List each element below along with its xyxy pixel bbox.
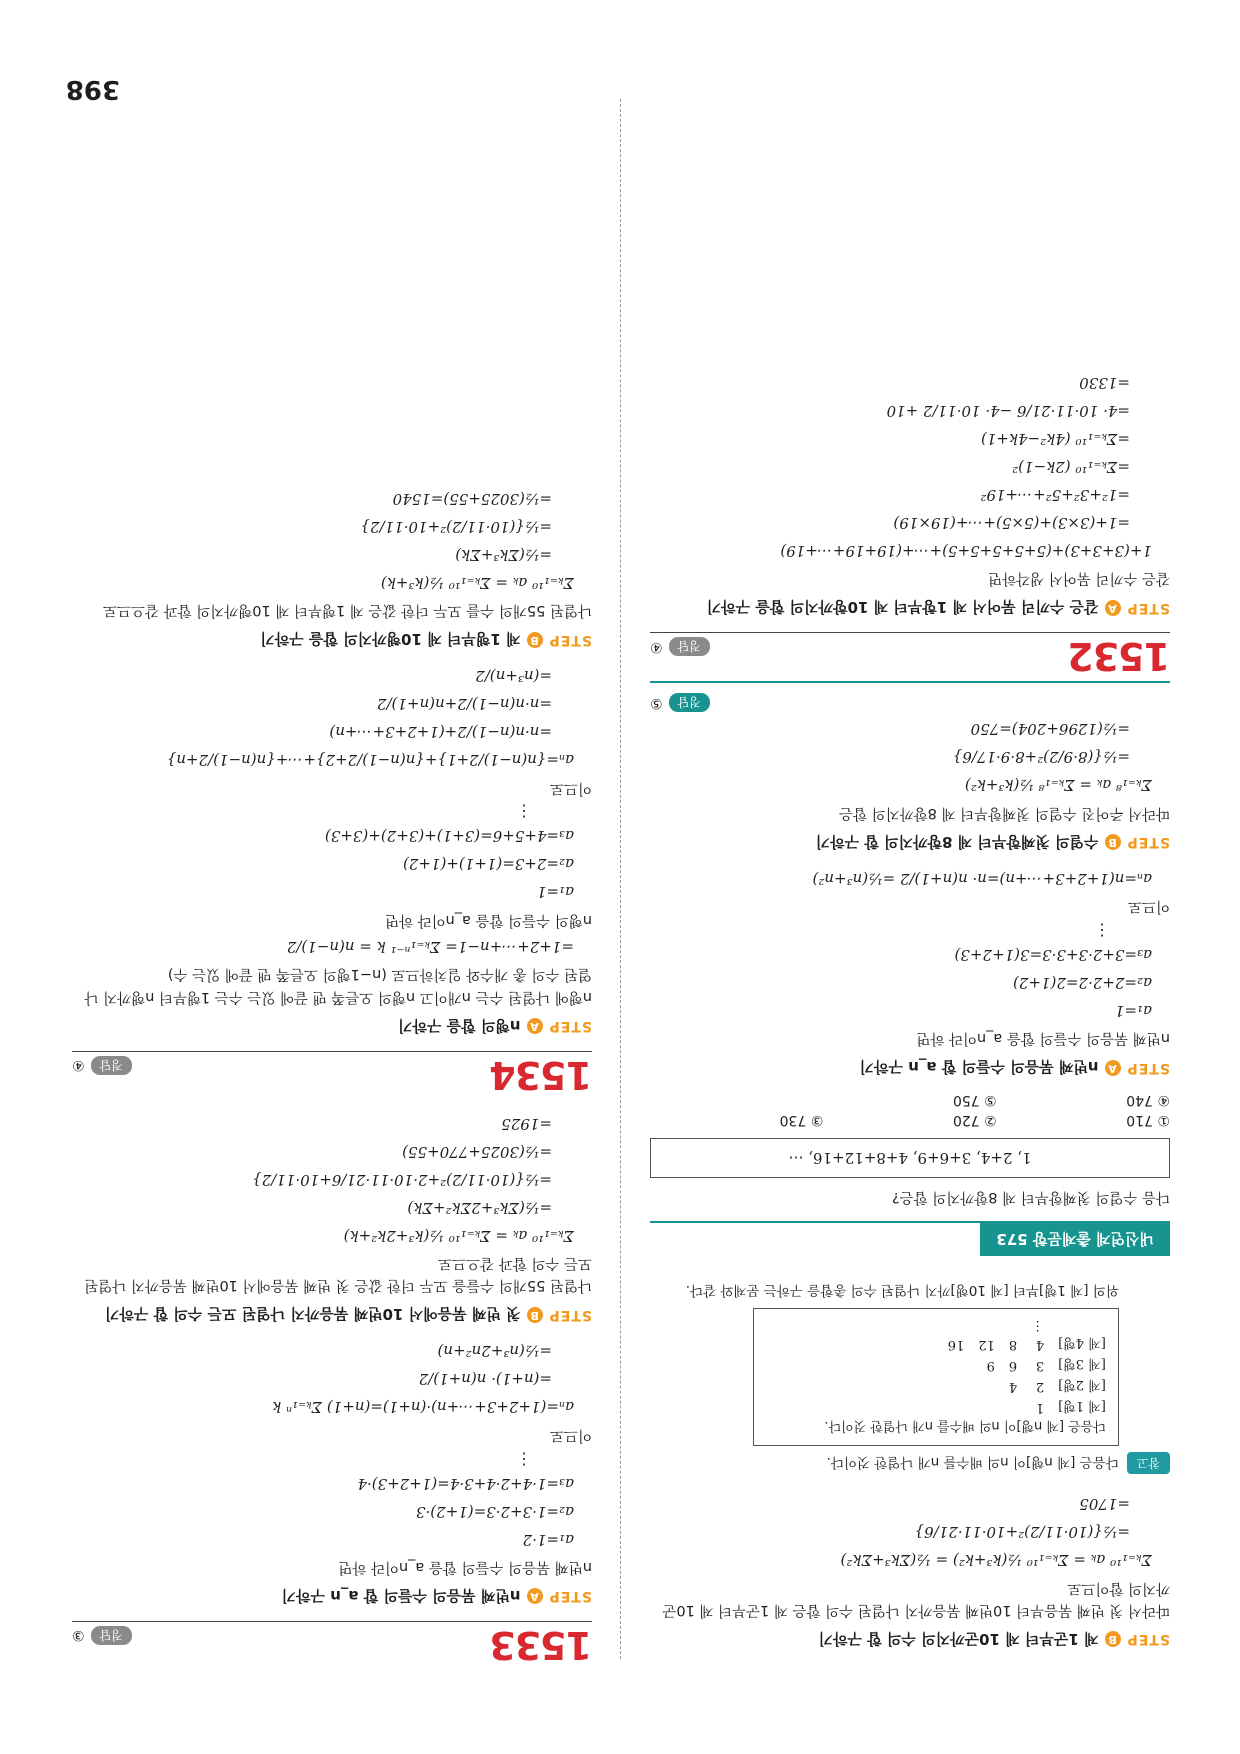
step-letter: A [1105, 1060, 1121, 1076]
step-heading [650, 597, 1170, 618]
math-line: aₙ=(1+2+3+⋯+n)·(n+1)=(n+1) Σₖ₌₁ⁿ k [272, 1398, 574, 1417]
problem-header [650, 632, 1170, 679]
note-box [753, 1308, 1119, 1446]
step-text: 나열된 55개의 수들을 모두 더한 값은 첫 번째 묶음에서 10번째 묶음까지 나열된 모든 수의 합과 같으므로 [84, 1255, 592, 1294]
math-line: =1+(3×3)+(5×5)+⋯+(19×19) [893, 513, 1130, 532]
answer-badge: 정답 [91, 1056, 132, 1075]
answer-badge: 정답 [669, 693, 710, 712]
math-line: =½(Σk³+Σk) [455, 545, 552, 564]
answer-value: ③ [72, 1627, 85, 1644]
row-label: [제 4행] [1058, 1335, 1106, 1351]
table-row [934, 1334, 1106, 1355]
row-label [1044, 1317, 1106, 1334]
solution-1533 [72, 1112, 592, 1667]
math-line: a₁=1 [536, 883, 574, 902]
cell: 12 [978, 1337, 995, 1353]
step-letter: B [527, 632, 543, 648]
math-line: a₂=2+3=(1+1)+(1+2) [402, 855, 574, 874]
step-text: 따라서 첫 번째 묶음부터 10번째 묶음까지 나열된 수의 합은 제 1군부터 제 10군 까지의 합이므로 [662, 1579, 1170, 1618]
solution-1532 [650, 371, 1170, 679]
answer-value: ⑤ [650, 694, 663, 711]
math-line: =½{(10·11/2)²+10·11/2} [360, 517, 552, 536]
answer-value: ④ [72, 1057, 85, 1074]
step-text: 이므로 [1127, 898, 1170, 914]
cell: 1 [1035, 1400, 1045, 1416]
step-word: STEP [548, 1018, 592, 1035]
math-line: =n·n(n−1)/2+(1+2+3+⋯+n) [329, 723, 552, 742]
math-line: =1925 [501, 1114, 552, 1133]
step-heading [72, 629, 592, 650]
solution-1531-continued [650, 1282, 1170, 1650]
answer-row [650, 693, 1170, 713]
answer-value: ④ [650, 638, 663, 655]
math-vdots: ⋮ [1094, 920, 1110, 940]
step-letter: B [1105, 1632, 1121, 1648]
exam-banner: 내신연계 출제문항 573 [980, 1223, 1170, 1256]
math-vdots: ⋮ [516, 1449, 532, 1469]
cell: 8 [1008, 1337, 1018, 1353]
step-title: 수열의 첫째항부터 제 8항까지의 합 구하기 [815, 832, 1099, 851]
step-title: 첫 번째 묶음에서 10번째 묶음까지 나열된 모든 수의 합 구하기 [104, 1305, 521, 1324]
note-box-title: 다음은 [제 n행]이 n의 배수를 n개 나열한 것이다. [824, 1418, 1106, 1434]
step-letter: A [1105, 600, 1121, 616]
solution-1534 [72, 487, 592, 1097]
sequence-box: 1, 2+4, 3+6+9, 4+8+12+16, ⋯ [650, 1138, 1170, 1178]
section-rule [650, 681, 1170, 683]
cell: 6 [1008, 1358, 1018, 1374]
problem-header [72, 1621, 592, 1667]
math-line: =4· 10·11·21/6 −4· 10·11/2 +10 [886, 401, 1130, 420]
math-line: a₂=2+2·2=2(1+2) [1013, 973, 1152, 992]
math-line: =(n³+n)/2 [475, 667, 552, 686]
step-title: 같은 수끼리 묶어서 제 1항부터 제 10항까지의 합을 구하기 [706, 598, 1099, 617]
exam-problem-573 [650, 681, 1170, 1282]
step-text: n행의 수들의 합을 a_n이라 하면 [384, 911, 592, 928]
step-heading [650, 1057, 1170, 1078]
note-table [934, 1317, 1106, 1418]
step-word: STEP [548, 1588, 592, 1605]
column-divider [620, 99, 621, 1659]
table-row [934, 1397, 1106, 1418]
step-text: 이므로 [549, 779, 592, 796]
math-line: =1705 [1079, 1495, 1130, 1514]
math-vdots: ⋮ [516, 802, 532, 822]
step-word: STEP [1126, 1631, 1170, 1648]
math-line: a₃=3+2·3+3·3=3(1+2+3) [954, 945, 1152, 964]
math-line: =1²+3²+5²+⋯+19² [980, 485, 1130, 504]
exam-question: 다음 수열의 첫째항부터 제 8항까지의 합은? [891, 1189, 1170, 1206]
cell: 4 [1008, 1379, 1018, 1395]
step-text: 같은 수끼리 묶어서 생각하면 [988, 570, 1170, 587]
step-text: n행에 나열된 수는 n개이고 n행의 오른쪽 맨 끝에 있는 수는 1행부터 n행까지 나열된 수의 총 개수와 일치하므로 (n−1행의 오른쪽 맨 끝에 있는 수) [84, 966, 592, 1005]
problem-header [72, 1051, 592, 1097]
step-heading [72, 1016, 592, 1037]
math-line: =n·n(n−1)/2+n(n+1)/2 [376, 695, 552, 714]
row-label: [제 2행] [1058, 1377, 1106, 1393]
answer [72, 1056, 132, 1075]
table-row [934, 1317, 1106, 1334]
math-line: Σₖ₌₁¹⁰ aₖ = Σₖ₌₁¹⁰ ½(k³+k²) = ½(Σk³+Σk²) [840, 1551, 1152, 1570]
math-line: Σₖ₌₁⁸ aₖ = Σₖ₌₁⁸ ½(k³+k²) [964, 776, 1152, 795]
left-column [650, 367, 1170, 1664]
problem-number: 1534 [490, 1052, 592, 1097]
math-line: =½(1296+204)=750 [970, 720, 1130, 739]
answer [72, 1626, 132, 1645]
step-title: n행의 합을 구하기 [397, 1016, 521, 1035]
math-line: a₁=1·2 [522, 1530, 574, 1549]
step-heading [650, 1629, 1170, 1650]
step-word: STEP [1126, 599, 1170, 616]
math-line: a₁=1 [1114, 1001, 1152, 1020]
step-text: n번째 묶음의 수들의 합을 a_n이라 하면 [338, 1559, 592, 1575]
cell: 16 [947, 1337, 965, 1353]
choice-5: ⑤ 750 [952, 1092, 997, 1109]
note-block [650, 1282, 1170, 1474]
math-line: a₂=1·3+2·3=(1+2)·3 [415, 1502, 574, 1521]
step-text: n번째 묶음의 수들의 합을 a_n이라 하면 [916, 1030, 1170, 1047]
step-text: 따라서 주어진 수열의 첫째항부터 제 8항까지의 합은 [838, 804, 1170, 821]
step-word: STEP [548, 1306, 592, 1323]
math-line: =½(3025+770+55) [402, 1142, 552, 1161]
page-number: 398 [65, 74, 120, 104]
note-badge: 참고 [1127, 1452, 1170, 1474]
math-line: =(n+1)· n(n+1)/2 [418, 1370, 552, 1389]
math-line: =½{(10·11/2)²+10·11·21/6} [914, 1523, 1130, 1542]
step-heading [72, 1586, 592, 1607]
choice-2: ② 720 [952, 1112, 997, 1129]
problem-number: 1533 [490, 1623, 592, 1667]
answer-badge: 정답 [669, 637, 710, 656]
choice-4: ④ 740 [1126, 1092, 1170, 1109]
step-text: 나열된 55개의 수를 모두 더한 값은 제 1행부터 제 10행까지의 합과 같으므로 [102, 602, 592, 619]
note-footer: 위의 [제 1행]부터 [제 10행]까지 나열된 수의 총합을 구하는 문제와 같다. [685, 1282, 1119, 1299]
table-row [934, 1355, 1106, 1376]
math-line: =½{(10·11/2)²+2·10·11·21/6+10·11/2} [252, 1170, 552, 1189]
step-text: 이므로 [549, 1426, 592, 1443]
math-line: Σₖ₌₁¹⁰ aₖ = Σₖ₌₁¹⁰ ½(k³+k) [380, 573, 574, 592]
step-word: STEP [1126, 1059, 1170, 1076]
math-line: =½(3025+55)=1540 [392, 489, 552, 508]
math-line: a₃=4+5+6=(3+1)+(3+2)+(3+3) [324, 827, 574, 846]
math-line: =1+2+⋯+n−1= Σₖ₌₁ⁿ⁻¹ k = n(n−1)/2 [286, 937, 574, 956]
table-row [934, 1376, 1106, 1397]
math-line: 1+(3+3+3)+(5+5+5+5+5)+⋯+(19+19+⋯+19) [780, 541, 1152, 560]
cell: 4 [1035, 1337, 1045, 1353]
exam-banner-line [650, 1221, 1170, 1282]
math-line: =Σₖ₌₁¹⁰ (2k−1)² [1012, 457, 1130, 476]
answer-badge: 정답 [91, 1626, 132, 1645]
cell: 9 [986, 1358, 995, 1374]
math-line: =Σₖ₌₁¹⁰ (4k²−4k+1) [980, 429, 1130, 448]
math-line: =½{(8·9/2)²+8·9·17/6} [952, 748, 1130, 767]
row-label: [제 1행] [1058, 1398, 1106, 1414]
cell: ⋮ [1031, 1318, 1045, 1334]
step-letter: A [527, 1018, 543, 1034]
math-line: aₙ={n(n−1)/2+1}+{n(n−1)/2+2}+⋯+{n(n−1)/2+n} [166, 751, 574, 770]
cell: 2 [1035, 1379, 1045, 1395]
step-letter: B [527, 1307, 543, 1323]
answer [650, 637, 710, 656]
math-line: =1330 [1079, 373, 1130, 392]
step-heading [650, 832, 1170, 853]
note-text: 다음은 [제 n행]이 n의 배수를 n개 나열한 것이다. [826, 1454, 1119, 1471]
step-title: 제 1군부터 제 10군까지의 수의 합 구하기 [818, 1630, 1099, 1648]
step-heading [72, 1304, 592, 1325]
choice-3: ③ 730 [779, 1112, 824, 1129]
right-column [72, 483, 592, 1667]
cell: 3 [1035, 1358, 1045, 1374]
choice-1: ① 710 [1126, 1112, 1170, 1129]
step-letter: B [1105, 834, 1121, 850]
step-title: n번째 묶음의 수들의 합 a_n 구하기 [859, 1058, 1099, 1077]
math-line: aₙ=n(1+2+3+⋯+n)=n· n(n+1)/2 =½(n³+n²) [812, 869, 1152, 888]
math-line: Σₖ₌₁¹⁰ aₖ = Σₖ₌₁¹⁰ ½(k³+2k²+k) [343, 1226, 574, 1245]
answer [650, 693, 710, 712]
step-word: STEP [1126, 834, 1170, 851]
answer-choices [650, 1092, 1170, 1128]
math-line: a₃=1·4+2·4+3·4=(1+2+3)·4 [357, 1474, 574, 1493]
problem-number: 1532 [1068, 634, 1170, 679]
step-title: 제 1행부터 제 10행까지의 합을 구하기 [260, 630, 521, 649]
row-label: [제 3행] [1058, 1356, 1106, 1372]
math-line: =½(n³+2n²+n) [437, 1342, 552, 1361]
step-title: n번째 묶음의 수들의 합 a_n 구하기 [281, 1587, 521, 1605]
step-word: STEP [548, 631, 592, 648]
step-letter: A [527, 1589, 543, 1605]
math-line: =½(Σk³+2Σk²+Σk) [407, 1198, 552, 1217]
